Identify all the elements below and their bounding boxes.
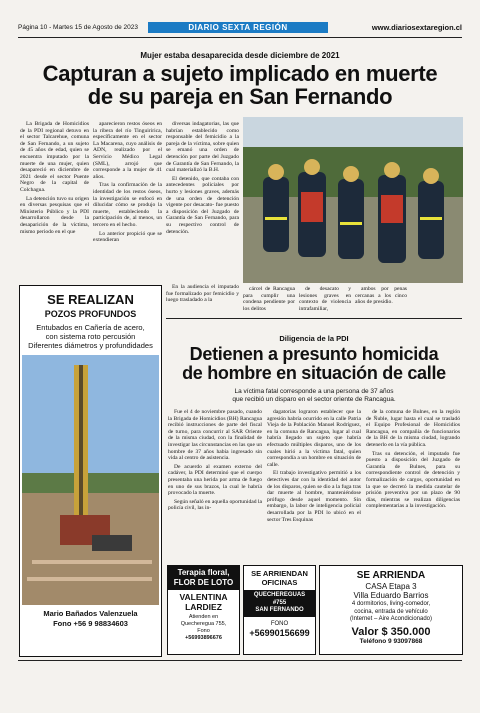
story1-column-3: diversas indagatorias, las que habrían establecido como responsable del femicidio a la pareja de la víctima, sobre quien se emanó una orden de detención por parte del Juzgado de Garantía de San Fernando, la cual materializó la B.H. El detenido, que contaba con antecedentes policiales por hurto y lesiones graves, además de una orden de detención vigente por desacato- fue puesto a disposición del Juzgado de Garantía de San Fernando, para su respectivo control de detención. <box>166 121 239 235</box>
drilling-rig-image <box>22 355 159 605</box>
story2-lede: La víctima fatal corresponde a una persona de 37 años que recibió un disparo en el sector oriente de Rancagua. <box>232 388 396 403</box>
story-divider <box>166 318 462 319</box>
section-banner: DIARIO SEXTA REGIÓN <box>148 22 328 33</box>
story2-headline: Detienen a presunto homicida de hombre en situación de calle <box>182 344 446 383</box>
drilling-ad-name: Mario Bañados Valenzuela <box>43 609 138 618</box>
house-ad-line2: Villa Eduardo Barrios <box>353 591 429 600</box>
drilling-ad-phone[interactable]: Fono +56 9 98834603 <box>53 619 128 628</box>
therapy-ad <box>167 565 240 655</box>
drilling-ad-line2: con sistema roto percusión <box>45 332 136 341</box>
page-date: Página 10 - Martes 15 de Agosto de 2023 <box>18 24 138 31</box>
story1-photo <box>243 117 463 283</box>
house-ad-phone[interactable]: Teléfono 9 93097868 <box>359 637 423 645</box>
drilling-ad-title: SE REALIZAN <box>47 292 134 307</box>
story1-bottom-4: ambos por penas cercanas a los cinco años de presidio. <box>355 286 407 306</box>
story1-kicker: Mujer estaba desaparecida desde diciembre de 2021 <box>140 51 340 60</box>
story1-headline: Capturan a sujeto implicado en muerte de su pareja en San Fernando <box>42 61 438 109</box>
therapy-ad-title: Terapia floral, FLOR DE LOTO <box>168 566 239 590</box>
story1-column-1: La Brigada de Homicidios de la PDI regional detuvo en el sector Talcarehue, comuna de San Fernando, a un sujeto de 45 años de edad, quien se encuentra imputado por la muerte de una mujer, quien desapareció en diciembre de 2021 desde el sector Puente Negro de la capital de Colchagua. La detención tuvo su origen en diversas pesquisas que el Ministerio Público y la PDI desarrollaron desde la desaparición de la víctima, mismo periodo en el que <box>20 121 89 235</box>
header-rule <box>18 37 462 38</box>
drilling-ad-subtitle: POZOS PROFUNDOS <box>44 309 137 319</box>
house-ad-details: 4 dormitorios, living-comedor, cocina, entrada de vehículo (Internet – Aire Acondicionado) <box>349 601 433 622</box>
page-header <box>18 22 462 34</box>
story1-bottom-2: cárcel de Rancagua para cumplir una condena pendiente por los delitos <box>243 286 295 312</box>
story1-bottom-1: En la audiencia el imputado fue formalizado por femicidio y luego trasladado a la <box>166 284 239 304</box>
story2-column-2: dagatorias lograron establecer que la agresión habría ocurrido en la calle Patria Vieja de la Población Manuel Rodríguez, en la comuna de Rancagua, lugar al cual habría llegado un sujeto que habría efectuado múltiples disparos, uno de los cuales hirió a la víctima fatal, quien correspondía a un hombre en situación de calle. El trabajo investigativo permitió a los detectives dar con la identidad del autor de los disparos, quien se dio a la fuga tras dar muerte al hombre, manteniéndose prófugo desde aquel momento. Sin embargo, la labor de inteligencia policial desarrollada por la PDI lo ubicó en el sector Tres Esquinas <box>267 409 361 523</box>
drilling-ad-line3: Diferentes diámetros y profundidades <box>28 341 153 350</box>
offices-ad <box>243 565 316 655</box>
therapy-ad-phone[interactable]: +56993896676 <box>185 635 222 641</box>
footer-rule <box>18 660 462 661</box>
drilling-ad-line1: Entubados en Cañería de acero, <box>36 323 145 332</box>
police-team-photo <box>243 117 463 283</box>
story1-bottom-3: de desacato y lesiones graves en contexto de violencia intrafamiliar, <box>299 286 351 312</box>
house-ad-line1: CASA Etapa 3 <box>365 582 417 591</box>
therapy-ad-address: Atienden en Quecheregua 755, Fono <box>180 614 227 634</box>
offices-ad-address: QUECHEREGUAS #755 SAN FERNANDO <box>244 590 315 617</box>
story1-column-2: aparecieron restos óseos en la ribera del río Tinguiririca, específicamente en el sector La Macarena, cuyo análisis de ADN, realizado por el Servicio Médico Legal (SML), arrojó que corresponde a la mujer de 41 años. Tras la confirmación de la identidad de los restos óseos, la investigación se enfocó en dilucidar cómo se produjo la muerte, estableciendo la participación de, al menos, un tercero en el hecho. Lo anterior propició que se extendieran <box>93 121 162 244</box>
house-ad-price: Valor $ 350.000 <box>351 625 431 638</box>
drilling-ad <box>19 285 162 657</box>
story2-column-1: Fue el 4 de noviembre pasado, cuando la Brigada de Homicidios (BH) Rancagua recibió instrucciones de parte del fiscal de turno, para concurrir al SAR Oriente de la misma ciudad, con la finalidad de investigar las circunstancias en las que un hombre de 37 años había ingresado sin vida al centro de asistencia. De acuerdo al examen externo del cadáver, la PDI determinó que el cuerpo presentaba una herida por arma de fuego en uno de sus brazos, la cual le habría provocado la muerte. Según señaló en aquella oportunidad la policía civil, las in- <box>168 409 262 512</box>
house-rental-ad <box>319 565 463 655</box>
offices-ad-phone[interactable]: +56990156699 <box>249 627 310 638</box>
offices-ad-title: SE ARRIENDAN OFICINAS <box>251 569 308 587</box>
drilling-rig-photo <box>22 355 159 605</box>
offices-ad-fono: FONO <box>270 620 289 627</box>
site-url[interactable]: www.diariosextaregion.cl <box>371 23 462 32</box>
story2-column-3: de la comuna de Bulnes, en la región de Ñuble, lugar hasta el cual se trasladó el Equipo Profesional de Homicidios Rancagua, en compañía de funcionarios de la BH de la misma ciudad, logrando detenerlo en la vía pública. Tras su detención, el imputado fue puesto a disposición del Juzgado de Garantía de Bulnes, para su correspondiente control de detención y formalización de cargos, oportunidad en la que se decretó la medida cautelar de prisión preventiva por un plazo de 90 días, mientras se realizan diligencias complementarias a la investigación. <box>366 409 460 510</box>
therapy-ad-name: VALENTINA LARDIEZ <box>179 592 228 612</box>
house-ad-title: SE ARRIENDA <box>356 570 426 581</box>
story2-kicker: Diligencia de la PDI <box>279 334 349 343</box>
